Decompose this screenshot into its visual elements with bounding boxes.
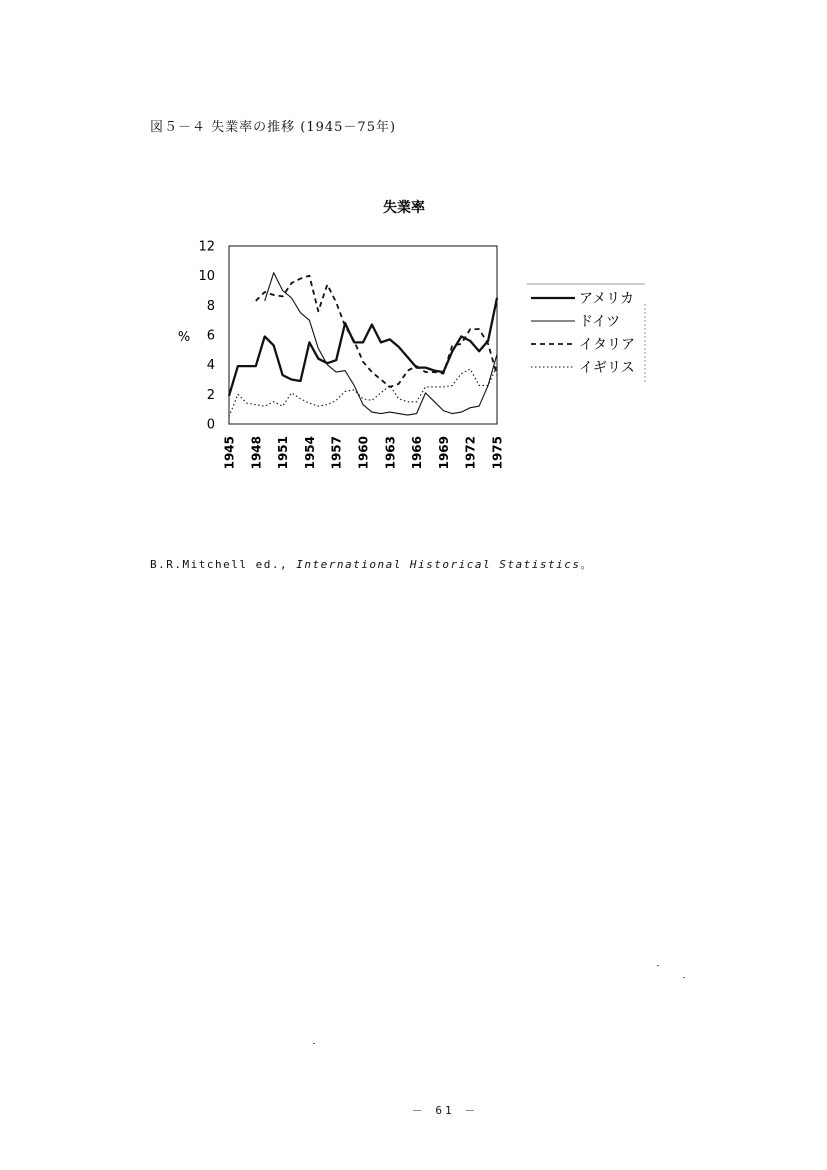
y-tick-label: 2	[206, 387, 215, 403]
y-tick-label: 6	[206, 328, 215, 344]
x-tick-label: 1975	[490, 436, 505, 470]
figure-caption: 図５－４ 失業率の推移 (1945－75年)	[150, 120, 397, 135]
scan-speck	[657, 965, 659, 966]
x-tick-label: 1963	[383, 436, 398, 470]
legend	[527, 284, 645, 384]
x-tick-label: 1960	[356, 436, 371, 470]
legend-label: イギリス	[579, 360, 635, 376]
y-tick-label: 12	[198, 239, 215, 255]
x-axis-ticks	[223, 436, 505, 469]
scan-speck	[313, 1043, 315, 1044]
x-tick-label: 1957	[329, 436, 344, 470]
legend-label: イタリア	[579, 337, 635, 353]
x-tick-label: 1954	[302, 436, 317, 470]
y-tick-label: 0	[206, 417, 215, 433]
legend-label: アメリカ	[579, 291, 635, 307]
y-tick-label: 8	[206, 298, 215, 314]
legend-label: ドイツ	[579, 314, 621, 330]
x-tick-label: 1969	[436, 436, 451, 470]
y-axis-ticks	[198, 240, 215, 433]
source-end: 。	[580, 558, 594, 571]
source-citation	[150, 556, 593, 572]
x-tick-label: 1966	[410, 436, 425, 470]
chart-title: 失業率	[383, 200, 425, 216]
page-number: － 61 －	[411, 1104, 479, 1117]
x-tick-label: 1951	[276, 436, 291, 470]
y-tick-label: 4	[206, 358, 215, 374]
x-tick-label: 1948	[249, 436, 264, 470]
series-line	[229, 298, 497, 396]
series-line	[229, 366, 497, 417]
series-layer	[229, 273, 497, 417]
plot-frame	[229, 246, 497, 424]
y-tick-label: 10	[198, 269, 215, 285]
x-tick-label: 1972	[463, 436, 478, 470]
scan-speck	[683, 977, 685, 978]
series-line	[265, 273, 497, 415]
source-author: B.R.Mitchell ed.,	[150, 558, 297, 571]
y-axis-label: %	[177, 330, 191, 345]
plot-area	[229, 246, 497, 424]
source-title: International Historical Statistics	[296, 558, 581, 571]
x-tick-label: 1945	[222, 436, 237, 470]
